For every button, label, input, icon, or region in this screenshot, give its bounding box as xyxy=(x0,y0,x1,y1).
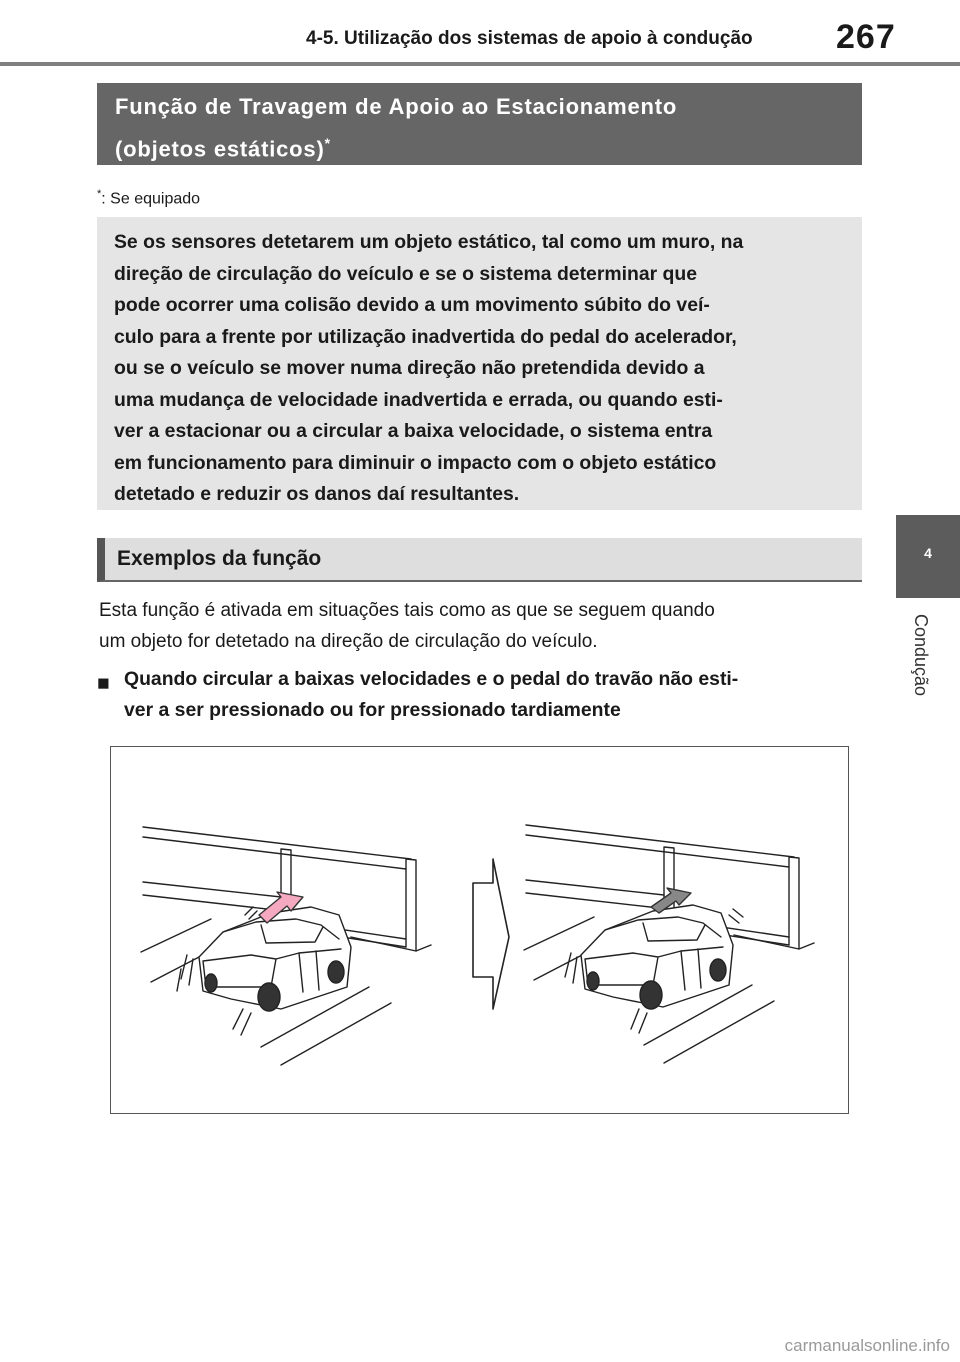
examples-title: Exemplos da função xyxy=(97,538,862,582)
intro-line: ou se o veículo se mover numa direção não pretendida devido a xyxy=(114,357,705,379)
examples-body xyxy=(99,595,715,657)
intro-line: Se os sensores detetarem um objeto estático, tal como um muro, na xyxy=(114,231,744,253)
chapter-number: 4 xyxy=(924,545,932,561)
intro-line: culo para a frente por utilização inadvertida do pedal do acelerador, xyxy=(114,325,737,348)
section-title-line1: Função de Travagem de Apoio ao Estacionamento xyxy=(115,94,678,119)
watermark: carmanualsonline.info xyxy=(784,1336,950,1355)
scene-after-braking xyxy=(524,825,814,1063)
page-number: 267 xyxy=(836,18,896,56)
intro-line: uma mudança de velocidade inadvertida e errada, ou quando esti- xyxy=(114,388,723,411)
header-rule xyxy=(0,62,960,66)
intro-line: ver a estacionar ou a circular a baixa velocidade, o sistema entra xyxy=(114,420,713,442)
example-bullet xyxy=(97,664,738,726)
footnote xyxy=(97,188,200,208)
section-title-line2: (objetos estáticos) xyxy=(115,136,325,162)
chapter-tab xyxy=(896,515,960,598)
scene-before-braking xyxy=(141,827,431,1065)
section-title xyxy=(97,83,862,165)
bullet-square-icon: ■ xyxy=(97,672,110,695)
intro-line: detetado e reduzir os danos daí resultantes. xyxy=(114,483,520,505)
running-header-title: 4-5. Utilização dos sistemas de apoio à condução xyxy=(306,28,753,49)
bullet-line: Quando circular a baixas velocidades e o pedal do travão não esti- xyxy=(124,668,739,690)
intro-line: direção de circulação do veículo e se o sistema determinar que xyxy=(114,262,698,285)
intro-line: pode ocorrer uma colisão devido a um movimento súbito do veí- xyxy=(114,294,710,316)
section-title-mark: * xyxy=(324,135,331,151)
example-illustration xyxy=(110,746,849,1114)
intro-line: em funcionamento para diminuir o impacto com o objeto estático xyxy=(114,451,717,474)
footnote-text: : Se equipado xyxy=(101,190,201,208)
footnote-mark: * xyxy=(97,188,102,200)
chapter-label: Condução xyxy=(911,614,931,697)
body-line: Esta função é ativada em situações tais como as que se seguem quando xyxy=(99,600,715,621)
bullet-line: ver a ser pressionado ou for pressionado tardiamente xyxy=(124,699,621,721)
body-line: um objeto for detetado na direção de circulação do veículo. xyxy=(99,631,598,652)
intro-box xyxy=(97,217,862,510)
transition-arrow xyxy=(473,859,509,1009)
